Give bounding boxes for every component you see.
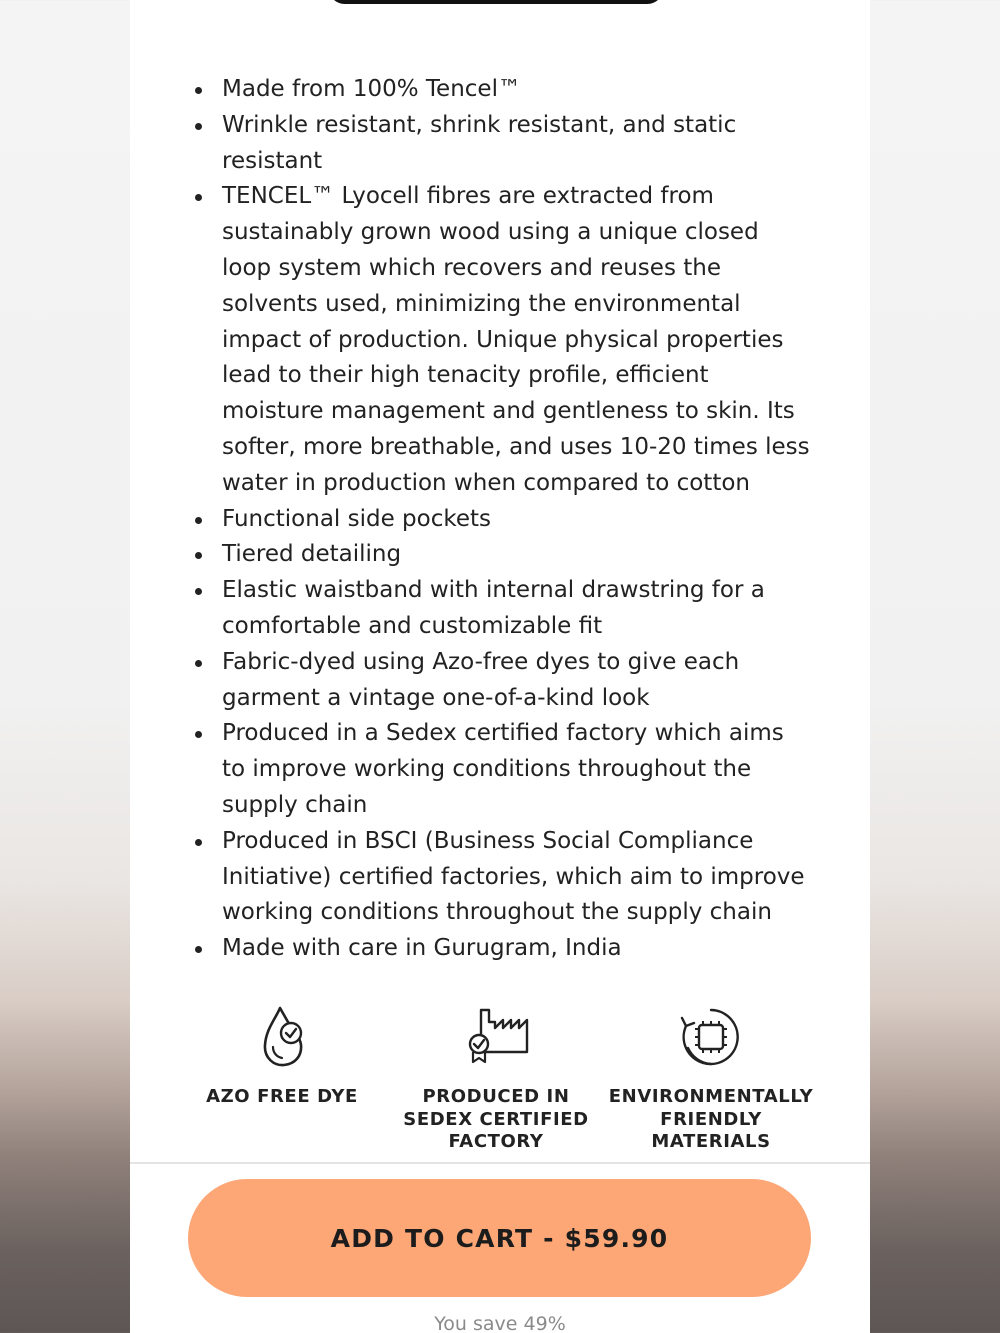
recycle-fabric-icon: [676, 1002, 746, 1072]
feature-item: Wrinkle resistant, shrink resistant, and static resistant: [222, 108, 814, 180]
feature-item: Functional side pockets: [222, 502, 814, 538]
feature-item: Produced in a Sedex certified factory which aims to improve working conditions throughout the supply chain: [222, 716, 814, 823]
factory-check-icon: [461, 1002, 531, 1072]
badge-label: AZO FREE DYE: [206, 1086, 358, 1107]
badge-sedex-factory: [386, 1002, 606, 1154]
feature-list: [222, 72, 814, 967]
add-to-cart-button[interactable]: ADD TO CART - $59.90: [188, 1179, 811, 1297]
feature-item: Produced in BSCI (Business Social Compliance Initiative) certified factories, which aim to improve working conditions throughout the supply chain: [222, 824, 814, 931]
badge-label: PRODUCED IN SEDEX CERTIFIED FACTORY: [403, 1086, 589, 1152]
badge-label: ENVIRONMENTALLY FRIENDLY MATERIALS: [608, 1086, 814, 1152]
top-button-edge[interactable]: [328, 0, 664, 4]
badge-azo-free-dye: [172, 1002, 392, 1109]
badge-environmentally-friendly: [601, 1002, 821, 1154]
feature-item: Tiered detailing: [222, 537, 814, 573]
drop-check-icon: [247, 1002, 317, 1072]
feature-item: Made with care in Gurugram, India: [222, 931, 814, 967]
feature-item: Made from 100% Tencel™: [222, 72, 814, 108]
savings-note: You save 49%: [434, 1313, 566, 1333]
feature-item: Fabric-dyed using Azo-free dyes to give each garment a vintage one-of-a-kind look: [222, 645, 814, 717]
feature-item: TENCEL™ Lyocell fibres are extracted from sustainably grown wood using a unique closed loop system which recovers and reuses the solvents used, minimizing the environmental impact of production. Unique physical properties lead to their high tenacity profile, efficient moisture management and gentleness to skin. Its softer, more breathable, and uses 10-20 times less water in production when compared to cotton: [222, 179, 814, 501]
feature-item: Elastic waistband with internal drawstring for a comfortable and customizable fit: [222, 573, 814, 645]
